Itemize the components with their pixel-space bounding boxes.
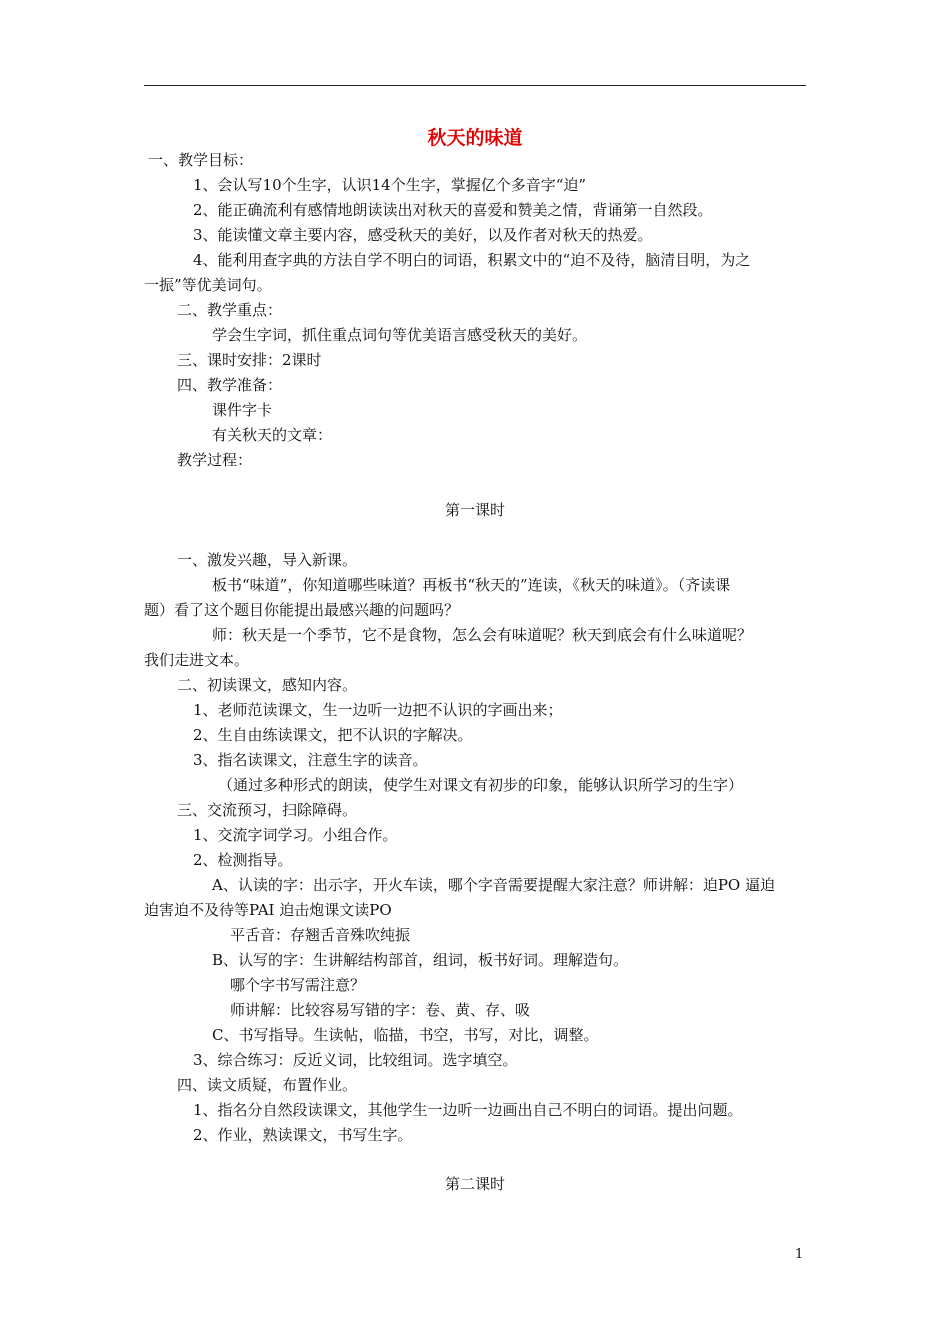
text-line: 三、课时安排：2课时 [177, 351, 322, 369]
text-line: 1、指名分自然段读课文，其他学生一边听一边画出自己不明白的词语。提出问题。 [193, 1101, 743, 1119]
text-line: 四、教学准备： [177, 376, 283, 394]
header-rule [144, 85, 806, 86]
text-line: 板书“味道”，你知道哪些味道？再板书“秋天的”连读，《秋天的味道》。（齐读课 [212, 576, 731, 594]
text-line: 一、教学目标： [148, 151, 254, 169]
text-line: 1、会认写10个生字，认识14个生字，掌握亿个多音字“迫” [193, 176, 587, 194]
text-line: 一、激发兴趣，导入新课。 [177, 551, 358, 569]
text-line: 2、生自由练读课文，把不认识的字解决。 [193, 726, 473, 744]
text-line: 师：秋天是一个季节，它不是食物，怎么会有味道呢？秋天到底会有什么味道呢？ [212, 626, 753, 644]
text-line: 1、老师范读课文，生一边听一边把不认识的字画出来； [193, 701, 563, 719]
text-line: 学会生字词，抓住重点词句等优美语言感受秋天的美好。 [212, 326, 588, 344]
text-line: 迫害迫不及待等PAI 迫击炮课文读PO [144, 901, 392, 919]
text-line: 有关秋天的文章： [212, 426, 333, 444]
text-line: A、认读的字：出示字，开火车读，哪个字音需要提醒大家注意？师讲解：迫PO 逼迫 [212, 876, 775, 894]
lesson-heading: 第二课时 [444, 1175, 505, 1193]
lesson-heading: 第一课时 [444, 501, 505, 519]
text-line: （通过多种形式的朗读，使学生对课文有初步的印象，能够认识所学习的生字） [218, 776, 744, 794]
text-line: 1、交流字词学习。小组合作。 [193, 826, 398, 844]
text-line: 四、读文质疑，布置作业。 [177, 1076, 358, 1094]
text-line: 3、能读懂文章主要内容，感受秋天的美好，以及作者对秋天的热爱。 [193, 226, 653, 244]
text-line: C、书写指导。生读帖，临描，书空，书写，对比，调整。 [212, 1026, 599, 1044]
text-line: 题）看了这个题目你能提出最感兴趣的问题吗？ [144, 601, 460, 619]
text-line: 课件字卡 [212, 401, 273, 419]
text-line: 三、交流预习，扫除障碍。 [177, 801, 358, 819]
text-line: 3、指名读课文，注意生字的读音。 [193, 751, 428, 769]
text-line: 平舌音：存翘舌音殊吹纯振 [230, 926, 411, 944]
page-number: 1 [795, 1247, 804, 1262]
text-line: 2、能正确流利有感情地朗读读出对秋天的喜爱和赞美之情，背诵第一自然段。 [193, 201, 713, 219]
text-line: 2、作业，熟读课文，书写生字。 [193, 1126, 413, 1144]
text-line: 我们走进文本。 [144, 651, 250, 669]
text-line: 二、初读课文，感知内容。 [177, 676, 358, 694]
document-title: 秋天的味道 [427, 127, 523, 149]
text-line: 二、教学重点： [177, 301, 283, 319]
text-line: 师讲解：比较容易写错的字：卷、黄、存、吸 [230, 1001, 531, 1019]
text-line: 3、综合练习：反近义词，比较组词。选字填空。 [193, 1051, 518, 1069]
text-line: B、认写的字：生讲解结构部首，组词，板书好词。理解造句。 [212, 951, 629, 969]
text-line: 2、检测指导。 [193, 851, 293, 869]
text-line: 一振”等优美词句。 [144, 276, 272, 294]
text-line: 哪个字书写需注意？ [230, 976, 366, 994]
text-line: 4、能利用查字典的方法自学不明白的词语，积累文中的“迫不及待，脑清目明，为之 [193, 251, 751, 269]
text-line: 教学过程： [177, 451, 253, 469]
